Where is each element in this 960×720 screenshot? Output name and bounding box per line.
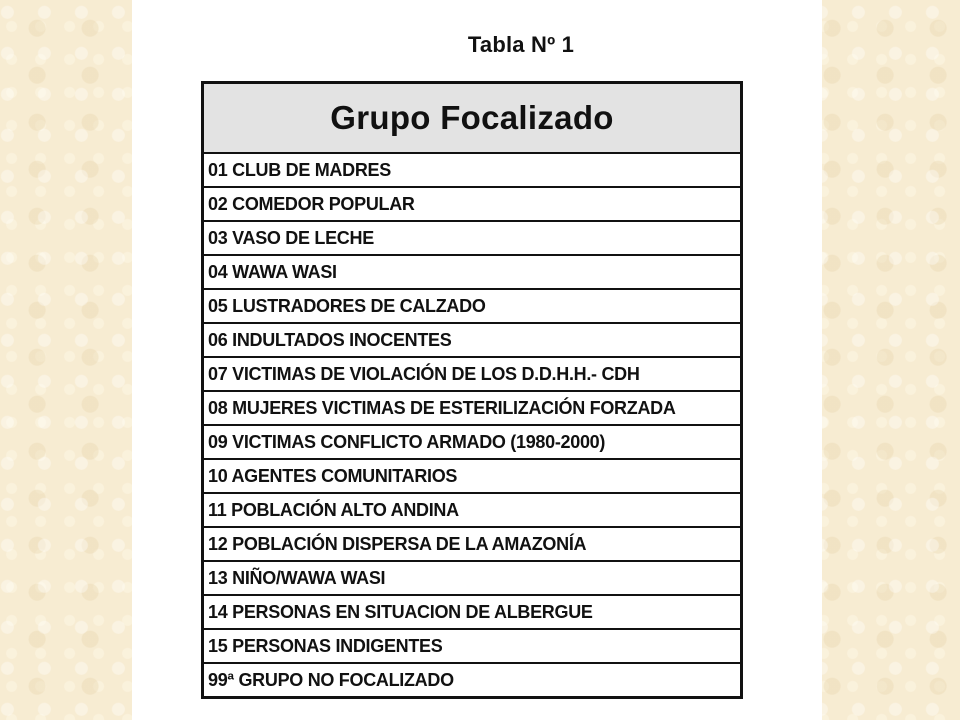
table-row: 99ª GRUPO NO FOCALIZADO <box>208 669 454 690</box>
table-row: 13 NIÑO/WAWA WASI <box>204 562 740 596</box>
table-rows <box>204 154 740 696</box>
table-row: 15 PERSONAS INDIGENTES <box>204 630 740 664</box>
table-row: 03 VASO DE LECHE <box>204 222 740 256</box>
document-title: Tabla Nº 1 <box>467 32 575 57</box>
table-header: Grupo Focalizado <box>204 84 740 154</box>
table-row: 10 AGENTES COMUNITARIOS <box>204 460 740 494</box>
table-row: 11 POBLACIÓN ALTO ANDINA <box>204 494 740 528</box>
table-row: 07 VICTIMAS DE VIOLACIÓN DE LOS D.D.H.H.- CDH <box>204 358 740 392</box>
table-row: 01 CLUB DE MADRES <box>204 154 740 188</box>
table-row: 05 LUSTRADORES DE CALZADO <box>204 290 740 324</box>
table-row: 12 POBLACIÓN DISPERSA DE LA AMAZONÍA <box>204 528 740 562</box>
table-row: 08 MUJERES VICTIMAS DE ESTERILIZACIÓN FORZADA <box>204 392 740 426</box>
table-row: 14 PERSONAS EN SITUACION DE ALBERGUE <box>204 596 740 630</box>
table-row: 09 VICTIMAS CONFLICTO ARMADO (1980-2000) <box>204 426 740 460</box>
focus-group-table <box>201 81 743 699</box>
document-page <box>132 0 822 720</box>
table-row: 06 INDULTADOS INOCENTES <box>204 324 740 358</box>
table-row: 04 WAWA WASI <box>204 256 740 290</box>
table-row: 02 COMEDOR POPULAR <box>204 188 740 222</box>
